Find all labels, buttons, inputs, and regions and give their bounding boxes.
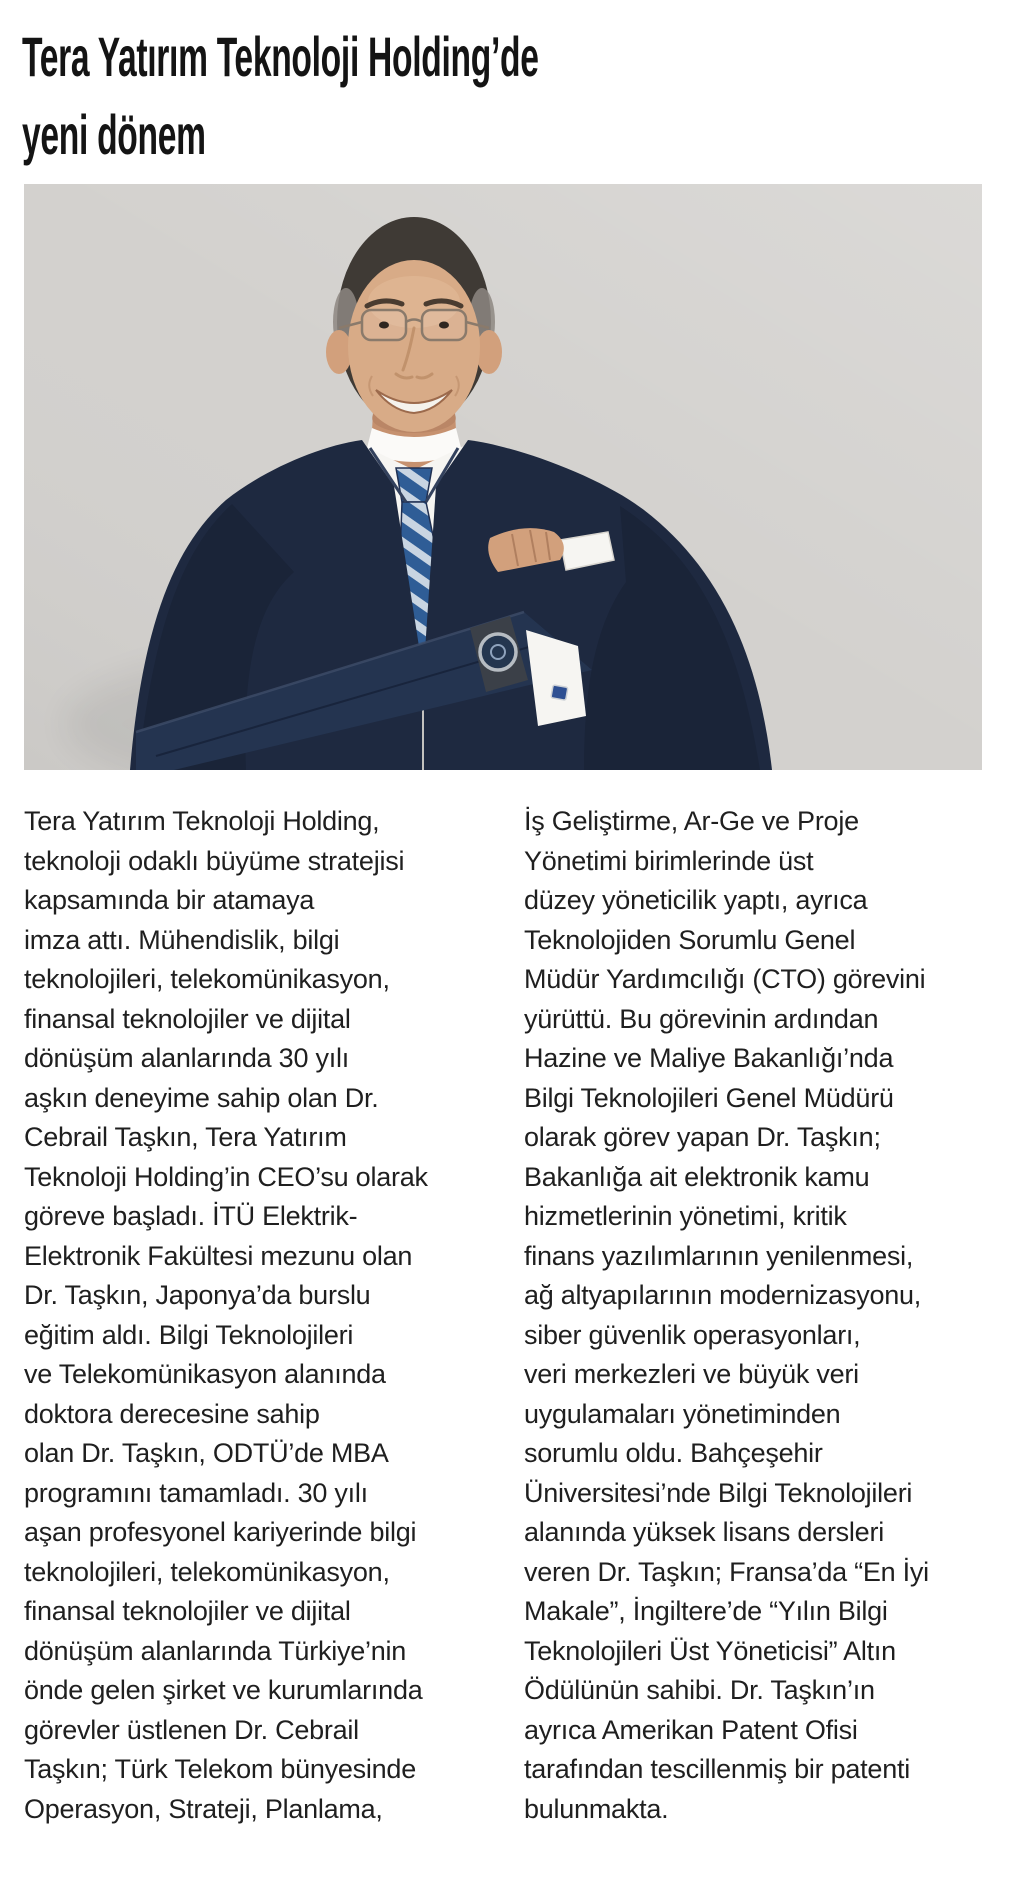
text-line: Makale”, İngiltere’de “Yılın Bilgi (524, 1596, 888, 1626)
eye-left (379, 322, 389, 329)
text-line: Dr. Taşkın, Japonya’da burslu (24, 1280, 371, 1310)
article-title (22, 18, 1022, 174)
text-line: Cebrail Taşkın, Tera Yatırım (24, 1122, 347, 1152)
text-line: alanında yüksek lisans dersleri (524, 1517, 884, 1547)
text-line: ayrıca Amerikan Patent Ofisi (524, 1714, 858, 1745)
text-line: dönüşüm alanlarında Türkiye’nin (24, 1635, 406, 1666)
text-line: doktora derecesine sahip (24, 1398, 320, 1429)
text-line: teknoloji odaklı büyüme stratejisi (24, 845, 405, 876)
text-line: Üniversitesi’nde Bilgi Teknolojileri (524, 1477, 913, 1508)
ear-left (326, 330, 352, 374)
text-line: yürüttü. Bu görevinin ardından (524, 1003, 879, 1034)
text-line: önde gelen şirket ve kurumlarında (24, 1675, 423, 1705)
text-line: kapsamında bir atamaya (24, 885, 315, 915)
text-line: imza attı. Mühendislik, bilgi (24, 924, 340, 955)
text-line: Hazine ve Maliye Bakanlığı’nda (524, 1043, 894, 1073)
text-line: veri merkezleri ve büyük veri (524, 1359, 859, 1389)
article-column-left (24, 802, 484, 1829)
article-title-line-1: Tera Yatırım Teknoloji Holding’de (22, 25, 539, 88)
text-line: Teknolojileri Üst Yöneticisi” Altın (524, 1635, 896, 1666)
text-line: teknolojileri, telekomünikasyon, (24, 1556, 390, 1587)
article-title-line-2: yeni dönem (22, 103, 206, 166)
text-line: Elektronik Fakültesi mezunu olan (24, 1240, 413, 1271)
text-line: veren Dr. Taşkın; Fransa’da “En İyi (524, 1556, 929, 1587)
text-line: Tera Yatırım Teknoloji Holding, (24, 806, 380, 836)
cufflink (551, 685, 568, 700)
text-line: Taşkın; Türk Telekom bünyesinde (24, 1754, 416, 1784)
article-column-right (524, 802, 1002, 1829)
ear-right (476, 330, 502, 374)
text-line: aşan profesyonel kariyerinde bilgi (24, 1517, 417, 1547)
watch-face (480, 634, 516, 670)
portrait-photo (24, 184, 982, 770)
text-line: tarafından tescillenmiş bir patenti (524, 1754, 910, 1784)
text-line: bulunmakta. (524, 1793, 669, 1824)
text-line: Operasyon, Strateji, Planlama, (24, 1793, 383, 1824)
text-line: ve Telekomünikasyon alanında (24, 1359, 386, 1389)
text-line: göreve başladı. İTÜ Elektrik- (24, 1201, 358, 1231)
text-line: Teknoloji Holding’in CEO’su olarak (24, 1161, 428, 1192)
text-line: teknolojileri, telekomünikasyon, (24, 964, 390, 994)
text-line: ağ altyapılarının modernizasyonu, (524, 1280, 921, 1310)
text-line: Yönetimi birimlerinde üst (524, 845, 814, 876)
text-line: Teknolojiden Sorumlu Genel (524, 924, 856, 955)
text-line: finansal teknolojiler ve dijital (24, 1596, 351, 1626)
text-line: Bilgi Teknolojileri Genel Müdürü (524, 1082, 894, 1113)
portrait-illustration (24, 184, 982, 770)
text-line: Müdür Yardımcılığı (CTO) görevini (524, 964, 926, 994)
text-line: uygulamaları yönetiminden (524, 1398, 841, 1429)
text-line: düzey yöneticilik yaptı, ayrıca (524, 885, 868, 915)
text-line: İş Geliştirme, Ar-Ge ve Proje (524, 806, 859, 836)
text-line: aşkın deneyime sahip olan Dr. (24, 1082, 379, 1113)
text-line: programını tamamladı. 30 yılı (24, 1477, 368, 1508)
text-line: Bakanlığa ait elektronik kamu (524, 1161, 870, 1192)
text-line: sorumlu oldu. Bahçeşehir (524, 1438, 823, 1468)
text-line: eğitim aldı. Bilgi Teknolojileri (24, 1319, 354, 1350)
text-line: finans yazılımlarının yenilenmesi, (524, 1240, 914, 1271)
text-line: Ödülünün sahibi. Dr. Taşkın’ın (524, 1675, 875, 1705)
text-line: siber güvenlik operasyonları, (524, 1319, 861, 1350)
text-line: finansal teknolojiler ve dijital (24, 1003, 351, 1034)
text-line: olan Dr. Taşkın, ODTÜ’de MBA (24, 1438, 389, 1468)
text-line: olarak görev yapan Dr. Taşkın; (524, 1122, 881, 1152)
text-line: hizmetlerinin yönetimi, kritik (524, 1201, 847, 1231)
article-body (24, 802, 1022, 1829)
text-line: dönüşüm alanlarında 30 yılı (24, 1043, 349, 1073)
text-line: görevler üstlenen Dr. Cebrail (24, 1714, 359, 1745)
eye-right (439, 322, 449, 329)
